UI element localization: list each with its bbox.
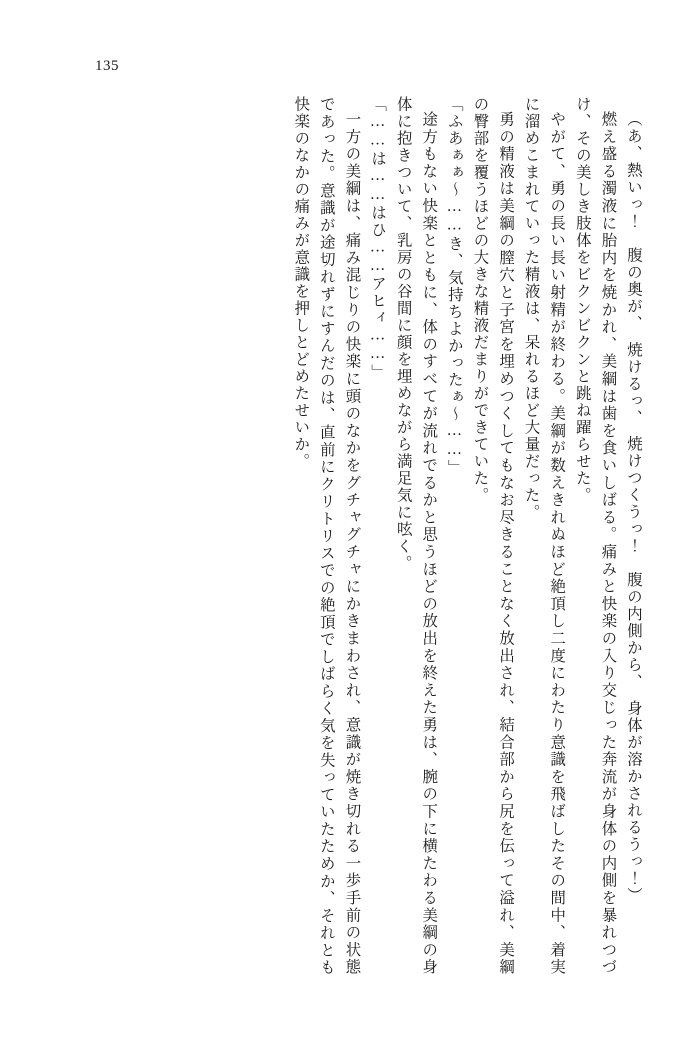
paragraph: 途方もない快楽とともに、体のすべてが流れでるかと思うほどの放出を終えた勇は、腕の下に横たわる美綱の身体に抱きついて、乳房の谷間に顔を埋めながら満足気に呟く。: [394, 96, 438, 976]
paragraph: やがて、勇の長い長い射精が終わる。美綱が数えきれぬほど絶頂し二度にわたり意識を飛ばしたその間中、着実に溜めこまれていった精液は、呆れるほど大量だった。: [522, 96, 566, 976]
paragraph-dialogue: 「……は……はひ……アヒィ……」: [369, 96, 387, 381]
paragraph: （あ、熱いっ！ 腹の奥が、 焼けるっ、 焼けつくうっ！ 腹の内側から、 身体が溶かされるうっ！）: [625, 111, 642, 905]
paragraph-dialogue: 「ふあぁぁ～……き、気持ちよかったぁ～……」: [445, 96, 463, 477]
paragraph: 勇の精液は美綱の膣穴と子宮を埋めつくしてもなお尽きることなく放出され、結合部から尻を伝って溢れ、美綱の臀部を覆うほどの大きな精液だまりができていた。: [471, 96, 515, 976]
paragraph: 一方の美綱は、痛み混じりの快楽に頭のなかをグチャグチャにかきまわされ、意識が焼き切れる一歩手前の状態であった。意識が途切れずにすんだのは、直前にクリトリスでの絶頂でしばらく気を失っていたためか、それとも快楽のなかの痛みが意識を押しとどめたせいか。: [292, 96, 361, 976]
page-text-body: [58, 96, 646, 976]
paragraph: 燃え盛る濁液に胎内を焼かれ、美綱は歯を食いしばる。痛みと快楽の入り交じった奔流が身体の内側を暴れつづけ、その美しき肢体をビクンビクンと跳ね躍らせた。: [573, 96, 617, 976]
page-number: 135: [95, 58, 119, 74]
